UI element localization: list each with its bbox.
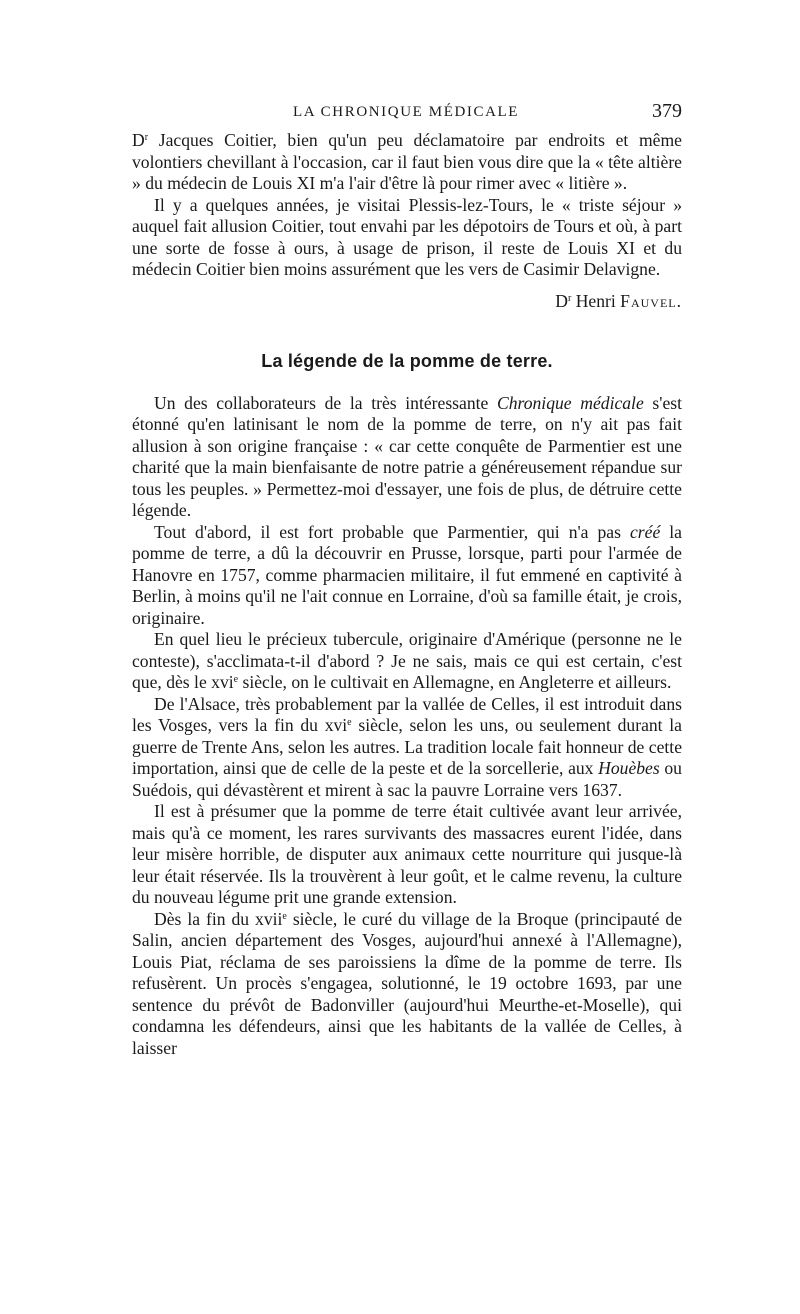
text-run: ou Suédois, qui dévastèrent et mirent à sac la pauvre Lorraine vers 1637. xyxy=(132,758,682,800)
journal-title: Chronique médicale xyxy=(496,392,644,413)
paragraph-coitier xyxy=(132,130,682,195)
text-run: la pomme de terre, a dû la découvrir en Prusse, lorsque, parti pour l'armée de Hanovre en 1757, comme pharmacien militaire, il fut emmené en captivité à Berlin, à moins qu'il ne l'ait connue en Lorraine, d'où sa famille était, je crois, originaire. xyxy=(132,521,682,628)
doctor-abbrev: D xyxy=(132,130,145,150)
paragraph-broque xyxy=(132,909,682,1060)
signature-surname: Fauvel. xyxy=(620,290,682,311)
doctor-sup: r xyxy=(144,132,149,143)
italic-word: créé xyxy=(629,521,661,542)
text-run: De l'Alsace, très probablement par la vallée de Celles, il est introduit dans les Vosges, vers la fin du xyxy=(132,693,682,735)
paragraph-tubercule xyxy=(132,629,682,694)
century-numeral: xvii xyxy=(255,908,283,929)
paragraph-plessis: Il y a quelques années, je visitai Plessis-lez-Tours, le « triste séjour » auquel fait allusion Coitier, tout envahi par les dépotoirs de Tours et où, à part une sorte de fosse à ours, à usage de prison, il reste de Louis XI et du médecin Coitier bien moins assurément que les vers de Casimir Delavigne. xyxy=(132,194,682,279)
paragraph-alsace xyxy=(132,694,682,802)
text-run: En quel lieu le précieux tubercule, originaire d'Amérique (personne ne le conteste), s'acclimata-t-il d'abord ? Je ne sais, mais ce qui est certain, c'est que, dès le xyxy=(132,629,682,692)
text-run: siècle, selon les uns, ou seulement durant la guerre de Trente Ans, selon les autres. La tradition locale fait honneur de cette importation, ainsi que de celle de la peste et de la sorcellerie, aux xyxy=(132,715,682,778)
signature-abbrev: D xyxy=(555,290,568,311)
signature-sup: r xyxy=(567,292,572,304)
author-signature xyxy=(132,291,682,313)
paragraph-legend-intro xyxy=(132,393,682,522)
running-head xyxy=(130,100,682,124)
paragraph-text: Jacques Coitier, bien qu'un peu déclamatoire par endroits et même volontiers chevillant à l'occasion, car il faut bien vous dire que la « tête altière » du médecin de Louis XI m'a l'air d'être là pour rimer avec « litière ». xyxy=(132,130,682,193)
running-title: LA CHRONIQUE MÉDICALE xyxy=(292,104,520,120)
century-sup: e xyxy=(282,910,287,922)
signature-first-name: Henri xyxy=(571,290,621,311)
paragraph-culture: Il est à présumer que la pomme de terre était cultivée avant leur arrivée, mais qu'à ce moment, les rares survivants des massacres eurent l'idée, dans leur misère horrible, de disputer aux animaux cette nourriture qui jusque-là leur était réservée. Ils la trouvèrent à leur goût, et le calme revenu, la culture du nouveau légume prit une grande extension. xyxy=(132,801,682,907)
century-sup: e xyxy=(233,674,239,685)
section-title: La légende de la pomme de terre. xyxy=(261,351,553,371)
italic-word: Houèbes xyxy=(598,758,660,778)
text-run: siècle, le curé du village de la Broque (principauté de Salin, ancien département des Vosges, aujourd'hui annexé à l'Allemagne), Louis Piat, réclama de ses paroissiens la dîme de la pomme de terre. Ils refusèrent. Un procès s'engagea, solutionné, le 19 octobre 1693, par une sentence du prévôt de Badonviller (aujourd'hui Meurthe-et-Moselle), qui condamna les défendeurs, ainsi que les habitants de la vallée de Celles, à laisser xyxy=(132,908,682,1058)
text-run: s'est étonné qu'en latinisant le nom de la pomme de terre, on n'y ait pas fait allusion à son origine française : « car cette conquête de Parmentier est une charité que la main bienfaisante de notre patrie a généreusement répandue sur tous les peuples. » Permettez-moi d'essayer, une fois de plus, de détruire cette légende. xyxy=(132,392,682,520)
century-numeral: xvi xyxy=(324,715,348,735)
text-run: Un des collaborateurs de la très intéressante xyxy=(154,392,497,413)
text-block xyxy=(132,130,682,1059)
text-run: Tout d'abord, il est fort probable que Parmentier, qui n'a pas xyxy=(154,521,630,542)
text-run: Dès la fin du xyxy=(154,908,256,929)
century-numeral: xvi xyxy=(211,672,234,692)
page-number: 379 xyxy=(652,100,682,122)
paragraph-parmentier xyxy=(132,522,682,630)
century-sup: e xyxy=(347,717,352,728)
text-run: siècle, on le cultivait en Allemagne, en Angleterre et ailleurs. xyxy=(238,672,672,692)
